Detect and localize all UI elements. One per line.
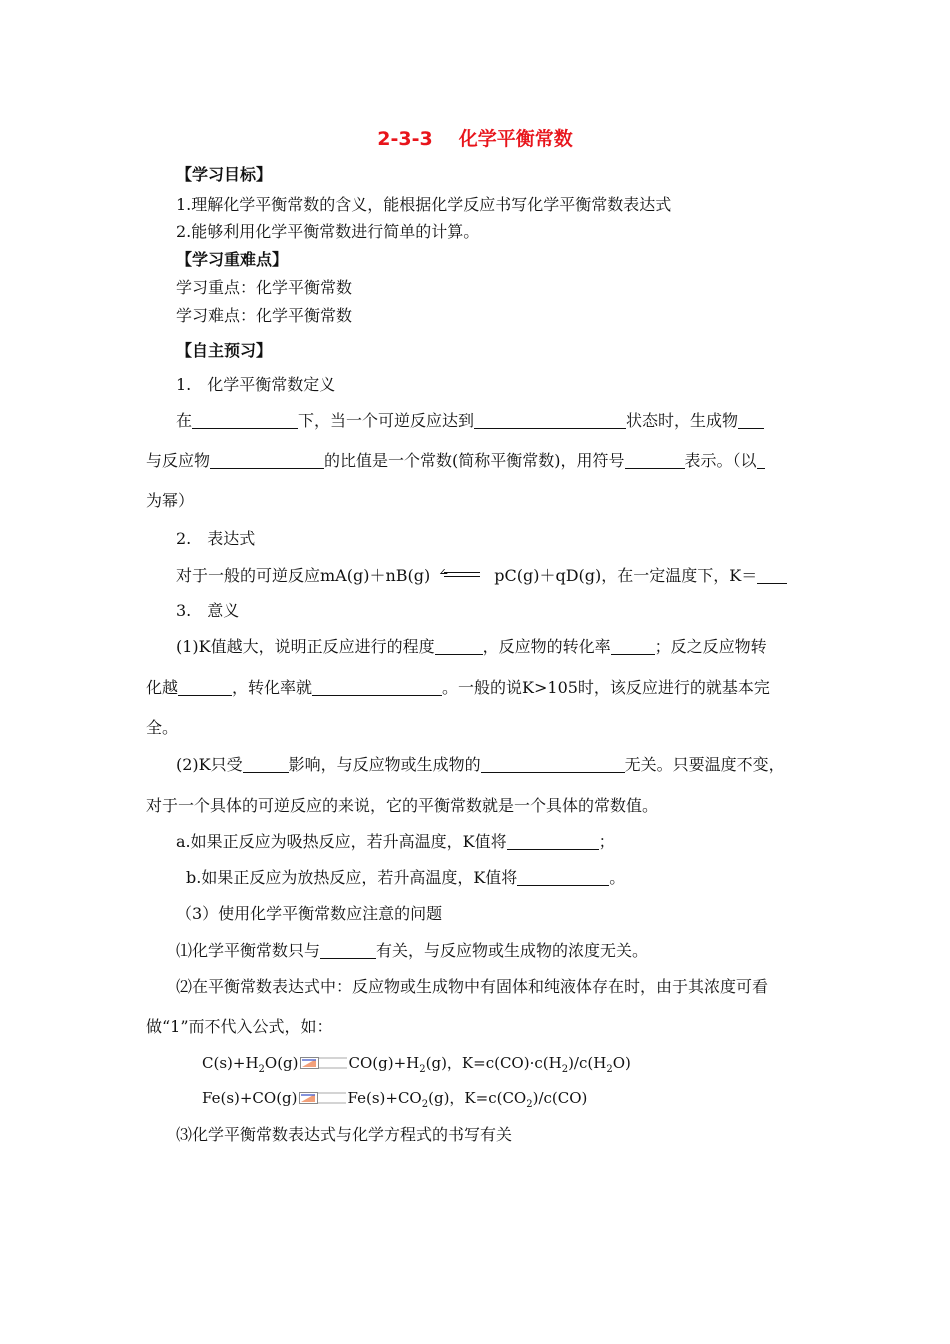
section-3-title: 3. 意义 bbox=[176, 601, 240, 620]
note-3: ⑶化学平衡常数表达式与化学方程式的书写有关 bbox=[176, 1125, 513, 1144]
definition-line-3: 为幂） bbox=[146, 491, 195, 510]
equilibrium-arrow-icon bbox=[299, 1088, 347, 1100]
section-2-title: 2. 表达式 bbox=[176, 529, 256, 548]
equilibrium-arrow-icon bbox=[300, 1053, 348, 1065]
meaning-2-line-2: 对于一个具体的可逆反应的来说，它的平衡常数就是一个具体的常数值。 bbox=[146, 796, 659, 815]
item-a: a.如果正反应为吸热反应，若升高温度，K值将 ； bbox=[176, 832, 615, 851]
note-1: ⑴化学平衡常数只与 有关，与反应物或生成物的浓度无关。 bbox=[176, 941, 649, 960]
equation-2: Fe(s)+CO(g) $Fe(s)+CO_2(g)$，$K=c(CO_2)/c(CO)$ bbox=[202, 1089, 588, 1110]
definition-line-1: 在 下，当一个可逆反应达到 状态时，生成物 bbox=[176, 410, 764, 432]
key-heading: 【学习重难点】 bbox=[176, 250, 289, 269]
difficulty: 学习难点：化学平衡常数 bbox=[176, 306, 353, 325]
section-3c-title: （3）使用化学平衡常数应注意的问题 bbox=[176, 904, 443, 923]
meaning-1-line-1: (1)K值越大，说明正反应进行的程度 ，反应物的转化率 ；反之反应物转 bbox=[176, 637, 767, 656]
note-2-line-2: 做“1”而不代入公式，如： bbox=[146, 1017, 333, 1036]
page-title: 2-3-3 化学平衡常数 bbox=[377, 128, 573, 150]
goal-1: 1.理解化学平衡常数的含义，能根据化学反应书写化学平衡常数表达式 bbox=[176, 195, 672, 214]
definition-line-2: 与反应物 的比值是一个常数(简称平衡常数)，用符号 表示。（以 bbox=[146, 450, 765, 472]
meaning-1-line-2: 化越 ，转化率就 。一般的说K>105时，该反应进行的就基本完 bbox=[146, 678, 770, 697]
goal-2: 2.能够利用化学平衡常数进行简单的计算。 bbox=[176, 222, 480, 241]
goals-heading: 【学习目标】 bbox=[176, 165, 273, 184]
section-1-title: 1. 化学平衡常数定义 bbox=[176, 375, 336, 394]
item-b: b.如果正反应为放热反应，若升高温度，K值将 。 bbox=[186, 868, 626, 887]
equation-1: $C(s)+H_2O(g)$ $CO(g)+H_2(g)$，$K=c(CO)\cdot c(H_2)/c(H_2O)$ bbox=[202, 1054, 631, 1075]
meaning-1-line-3: 全。 bbox=[146, 718, 179, 737]
reversible-arrow-icon bbox=[442, 568, 482, 582]
note-2-line-1: ⑵在平衡常数表达式中：反应物或生成物中有固体和纯液体存在时，由于其浓度可看 bbox=[176, 977, 769, 996]
preview-heading: 【自主预习】 bbox=[176, 341, 273, 360]
meaning-2-line-1: (2)K只受 影响，与反应物或生成物的 无关。只要温度不变， bbox=[176, 755, 785, 774]
key-point: 学习重点：化学平衡常数 bbox=[176, 278, 353, 297]
expression-line: 对于一般的可逆反应mA(g)＋nB(g) pC(g)＋qD(g)，在一定温度下，K＝ bbox=[176, 565, 787, 587]
